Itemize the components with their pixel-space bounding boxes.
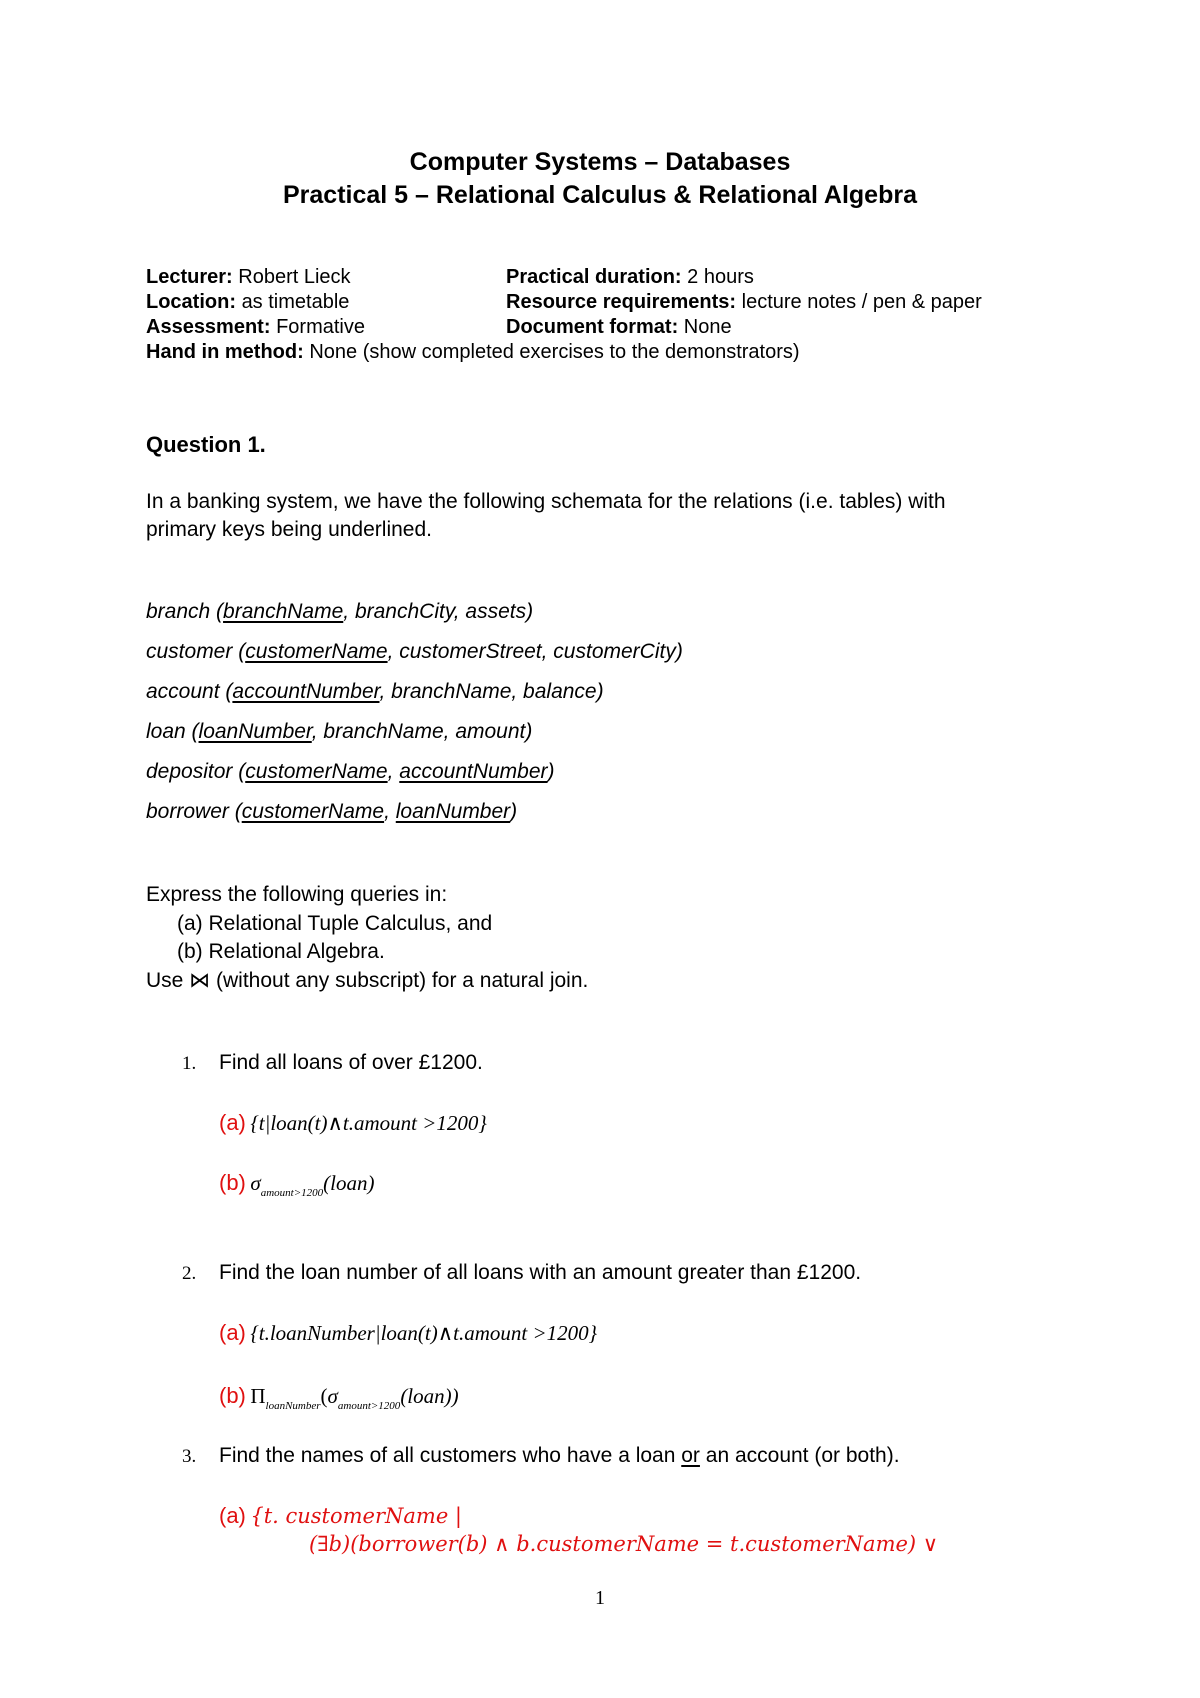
primary-key: customerName: [241, 800, 385, 823]
schema-branch: branch (branchName, branchCity, assets): [146, 600, 534, 623]
tuple-calculus-expression: {t.loanNumber|loan(t)∧t.amount >1200}: [250, 1321, 598, 1345]
primary-key: loanNumber: [198, 720, 312, 743]
meta-format: Document format: None: [506, 316, 732, 338]
meta-hand-in: Hand in method: None (show completed exercises to the demonstrators): [146, 341, 800, 363]
schema-loan: loan (loanNumber, branchName, amount): [146, 720, 533, 743]
page-number: 1: [595, 1587, 605, 1609]
primary-key: customerName: [245, 760, 388, 783]
primary-key: customerName: [245, 640, 388, 663]
meta-location: Location: as timetable: [146, 291, 350, 313]
option-b: (b) Relational Algebra.: [177, 940, 385, 963]
relational-algebra-expression: $\Pi_{loanNumber}(\sigma_{amount>1200}(loan))$: [250, 1384, 459, 1412]
item-number: 2.: [182, 1263, 197, 1284]
item-text: Find all loans of over £1200.: [219, 1051, 483, 1074]
answer-a: (a) {t. customerName |: [219, 1503, 463, 1528]
intro-line-2: primary keys being underlined.: [146, 518, 432, 541]
answer-b: (b) $\Pi_{loanNumber}(\sigma_{amount>1200}(loan))$: [219, 1383, 459, 1412]
item-text: Find the loan number of all loans with an amount greater than £1200.: [219, 1261, 862, 1284]
schema-borrower: borrower (customerName, loanNumber): [146, 800, 518, 823]
item-number: 3.: [182, 1446, 197, 1467]
tuple-calculus-expression: {t|loan(t)∧t.amount >1200}: [250, 1111, 487, 1135]
natural-join-note: Use ⋈ (without any subscript) for a natural join.: [146, 969, 589, 992]
relational-algebra-expression: $\sigma_{amount>1200}(loan)$: [250, 1171, 375, 1199]
express-line: Express the following queries in:: [146, 883, 448, 906]
item-number: 1.: [182, 1053, 197, 1074]
meta-resources: Resource requirements: lecture notes / pen & paper: [506, 291, 982, 313]
primary-key: accountNumber: [232, 680, 380, 703]
document-subtitle: Practical 5 – Relational Calculus & Relational Algebra: [282, 181, 917, 209]
answer-a: (a) {t|loan(t)∧t.amount >1200}: [219, 1110, 487, 1135]
tuple-calculus-expression: {t. customerName |: [250, 1504, 463, 1528]
answer-b: (b) $\sigma_{amount>1200}(loan)$: [219, 1170, 375, 1199]
answer-a: (a) {t.loanNumber|loan(t)∧t.amount >1200}: [219, 1320, 598, 1345]
schema-account: account (accountNumber, branchName, balance): [146, 680, 604, 703]
meta-duration: Practical duration: 2 hours: [506, 266, 754, 288]
item-text: Find the names of all customers who have a loan or an account (or both).: [219, 1444, 900, 1467]
question-heading: Question 1.: [146, 432, 266, 457]
document-title: Computer Systems – Databases: [409, 148, 791, 176]
tuple-calculus-expression-line-2: (∃b)(borrower(b) ∧ b.customerName = t.customerName) ∨: [309, 1532, 939, 1556]
schema-depositor: depositor (customerName, accountNumber): [146, 760, 555, 783]
schema-customer: customer (customerName, customerStreet, customerCity): [146, 640, 683, 663]
primary-key: accountNumber: [399, 760, 548, 783]
meta-assessment: Assessment: Formative: [146, 316, 365, 338]
meta-lecturer: Lecturer: Robert Lieck: [146, 266, 351, 288]
primary-key: branchName: [223, 600, 344, 623]
option-a: (a) Relational Tuple Calculus, and: [177, 912, 493, 935]
primary-key: loanNumber: [395, 800, 511, 823]
intro-line-1: In a banking system, we have the following schemata for the relations (i.e. tables) with: [146, 490, 946, 513]
